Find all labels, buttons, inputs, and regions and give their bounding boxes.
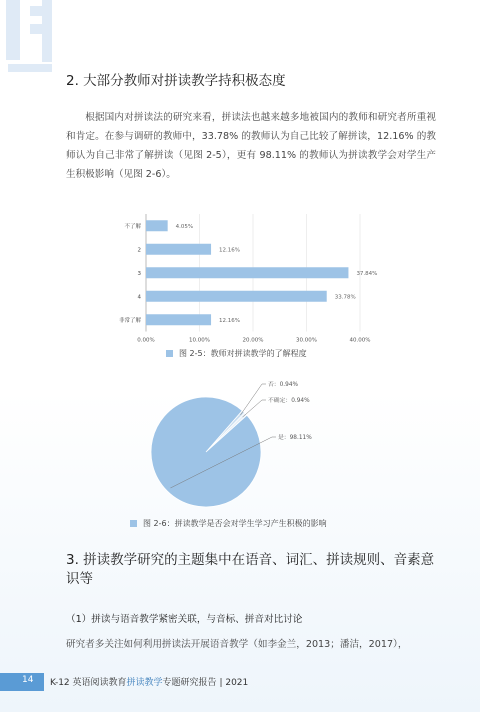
x-tick-label: 30.00% [296,337,317,344]
bar-chart-caption: 图 2-5：教师对拼读教学的了解程度 [179,349,307,358]
category-label: 不了解 [124,223,141,230]
bar [146,267,348,278]
data-label: 4.05% [175,223,194,230]
pie-chart-caption: 图 2-6：拼读教学是否会对学生学习产生积极的影响 [143,519,327,528]
decorative-glyph-icon [0,0,70,80]
x-tick-label: 40.00% [349,337,371,344]
bar-chart [110,210,410,345]
bar [146,291,327,302]
bar-chart-legend [166,348,307,359]
body-line: 研究者多关注如何利用拼读法开展语音教学（如李金兰，2013；潘洁，2017）， [66,639,408,650]
page-footer [0,673,480,691]
category-label: 非常了解 [118,317,141,324]
pie-chart-legend [130,518,327,529]
footer-suffix: 专题研究报告 [162,678,217,688]
pie-label: 是：98.11% [278,435,312,441]
data-label: 12.16% [219,247,241,254]
footer-separator: | [219,678,223,688]
legend-swatch [130,520,137,527]
leader-line [240,384,266,415]
section-heading: 2. 大部分教师对拼读教学持积极态度 [66,73,286,89]
bar [146,220,168,231]
footer-prefix: K-12 英语阅读教育 [50,678,127,688]
category-label: 3 [137,270,141,277]
category-label: 2 [137,247,141,254]
footer-highlight: 拼读教学 [126,678,163,688]
subheading: （1）拼读与语音教学紧密关联，与音标、拼音对比讨论 [66,614,303,625]
pie-chart [140,372,380,522]
footer-year: 2021 [225,678,249,688]
page-number: 14 [22,675,34,685]
pie-label: 否：0.94% [268,382,299,388]
legend-swatch [166,350,173,357]
body-paragraph: 根据国内对拼读法的研究来看，拼读法也越来越多地被国内的教师和研究者所重视和肯定。在参与调研的教师中，33.78% 的教师认为自己比较了解拼读，12.16% 的教师认为自己非常了解拼读（见图 2-5），更有 98.11% 的教师认为拼读教学会对学生产生积极影响（见图 2-6）。 [66,112,436,180]
x-tick-label: 10.00% [189,337,210,344]
bar [146,314,211,325]
x-tick-label: 0.00% [137,337,155,344]
x-tick-label: 20.00% [242,337,264,344]
data-label: 12.16% [219,317,241,324]
data-label: 33.78% [334,294,356,301]
data-label: 37.84% [356,270,378,277]
pie-label: 不确定：0.94% [268,398,310,404]
category-label: 4 [137,294,141,301]
bar [146,244,211,255]
section-heading-3: 3. 拼读教学研究的主题集中在语音、词汇、拼读规则、音素意识等 [66,552,435,587]
footer-title [50,675,248,688]
